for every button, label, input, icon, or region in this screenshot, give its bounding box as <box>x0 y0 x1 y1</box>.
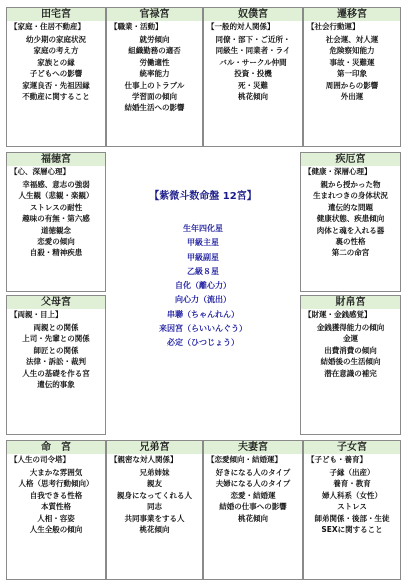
list-item: ストレスの耐性 <box>29 202 83 212</box>
list-item: 肉体と魂を入れる器 <box>316 225 385 235</box>
list-item: 師弟関係・後部・生徒 <box>314 513 390 523</box>
list-item: 生年四化星 <box>183 224 223 233</box>
list-item: SEXに関すること <box>321 525 383 535</box>
list-item: 法律・訴訟・裁判 <box>26 357 86 367</box>
list-item: 桃花傾向 <box>238 92 268 102</box>
palace-title: 遷移宮 <box>304 8 400 21</box>
list-item: 出費消費の傾向 <box>324 345 377 355</box>
list-item: 遺伝的事象 <box>37 380 75 390</box>
list-item: 向心力（流出） <box>175 295 231 305</box>
palace-category: 【両親・目上】 <box>10 310 63 319</box>
list-item: 労働適性 <box>139 57 170 67</box>
list-item: 投資・投機 <box>234 69 272 79</box>
list-item: 人相・容姿 <box>37 513 75 523</box>
list-item: 親身になってくれる人 <box>117 490 192 500</box>
palace-fusai <box>203 440 303 580</box>
palace-kanroku <box>106 7 203 147</box>
list-item: 結婚後の生活傾向 <box>320 357 381 367</box>
list-item: 学習面の傾向 <box>132 92 177 102</box>
list-item: 親から授かった物 <box>320 180 381 189</box>
list-item: 社会運、対人運 <box>325 35 379 44</box>
list-item: 統率能力 <box>139 69 170 79</box>
list-item: 桃花傾向 <box>139 525 170 535</box>
list-item: 家族との縁 <box>37 57 75 67</box>
palace-mei <box>6 440 106 580</box>
list-item: 道徳観念 <box>41 225 71 235</box>
list-item: 兄弟姉妹 <box>139 468 170 477</box>
list-item: 甲級副星 <box>187 252 219 262</box>
list-item: 必定（ひつじょう） <box>167 338 239 348</box>
palace-category: 【職業・活動】 <box>110 22 163 31</box>
palace-category: 【財運・金銭感覚】 <box>304 310 372 319</box>
list-item: 串聯（ちゃんれん） <box>167 309 239 319</box>
list-item: 共同事業をする人 <box>124 513 185 523</box>
list-item: 婦人科系（女性） <box>322 490 382 500</box>
list-item: 自化（離心力） <box>175 281 231 291</box>
list-item: 家運良否・先祖因縁 <box>22 80 90 90</box>
list-item: 結婚の仕事への影響 <box>219 502 287 512</box>
list-item: 同志 <box>147 502 162 512</box>
list-item: ストレス <box>337 502 367 512</box>
palace-title: 田宅宮 <box>7 8 105 21</box>
list-item: 桃花傾向 <box>238 513 268 523</box>
list-item: 遺伝的な問題 <box>328 202 373 212</box>
palace-title: 官禄宮 <box>107 8 202 21</box>
list-item: 金銭獲得能力の傾向 <box>316 323 385 332</box>
list-item: 裏の性格 <box>335 237 366 247</box>
list-item: 結婚生活への影響 <box>124 103 185 113</box>
list-item: 人生観（悲観・楽観） <box>18 191 94 201</box>
list-item: 健康状態、疾患傾向 <box>316 214 385 224</box>
palace-denpo <box>6 7 106 147</box>
palace-title: 財帛宮 <box>301 296 400 309</box>
palace-title: 兄弟宮 <box>107 441 202 454</box>
list-item: 甲級主星 <box>187 238 219 248</box>
list-item: 両親との関係 <box>33 323 79 332</box>
list-item: 幼少期の家庭状況 <box>26 35 86 44</box>
palace-title: 夫妻宮 <box>204 441 302 454</box>
palace-category: 【一般的対人関係】 <box>207 22 275 31</box>
palace-fukutoku <box>6 152 106 292</box>
palace-sen-i <box>303 7 401 147</box>
palace-title: 父母宮 <box>7 296 105 309</box>
list-item: 周囲からの影響 <box>325 80 379 90</box>
list-item: 子どもへの影響 <box>29 69 83 79</box>
list-item: 就労傾向 <box>139 35 170 44</box>
list-item: 来因宮（らいいんぐう） <box>159 324 247 334</box>
list-item: 自我できる性格 <box>29 490 83 500</box>
palace-category: 【健康・深層心理】 <box>304 167 372 176</box>
palace-shijo <box>303 440 401 580</box>
list-item: 第一印象 <box>337 69 367 79</box>
list-item: 人生の基礎を作る宮 <box>22 368 90 378</box>
list-item: 潜在意識の補完 <box>324 368 377 378</box>
list-item: 上司・先輩との関係 <box>22 334 90 344</box>
list-item: 家庭の考え方 <box>33 46 79 56</box>
list-item: 金運 <box>343 334 358 344</box>
list-item: 養育・教育 <box>333 479 371 489</box>
palace-category: 【社会行動運】 <box>307 22 360 31</box>
list-item: 同僚・部下・ご近所・ <box>215 35 291 44</box>
list-item: 恋愛の傾向 <box>37 237 75 247</box>
center-panel <box>110 152 296 435</box>
list-item: 夫婦になる人のタイプ <box>215 479 291 489</box>
palace-category: 【親密な対人関係】 <box>110 455 178 464</box>
list-item: 師匠との関係 <box>33 345 79 355</box>
list-item: 死・災難 <box>238 80 268 90</box>
list-item: バル・サークル仲間 <box>219 57 287 67</box>
palace-category: 【人生の司令塔】 <box>10 455 70 464</box>
palace-title: 奴僕宮 <box>204 8 302 21</box>
palace-category: 【恋愛傾向・結婚運】 <box>207 455 282 464</box>
palace-category: 【子ども・養育】 <box>307 455 367 464</box>
list-item: 幸福感、意志の強弱 <box>22 180 90 189</box>
palace-category: 【心、深層心理】 <box>10 167 70 176</box>
center-title: 【紫微斗数命盤 12宮】 <box>149 191 257 202</box>
list-item: 大まかな雰囲気 <box>29 468 83 477</box>
palace-title: 命 宮 <box>7 441 105 454</box>
list-item: 自殺・精神疾患 <box>29 248 83 258</box>
list-item: 不動産に関すること <box>22 92 90 102</box>
list-item: 乙級８星 <box>187 266 219 276</box>
list-item: 親友 <box>147 479 162 489</box>
palace-shitsuyaku <box>300 152 401 292</box>
list-item: 生まれつきの身体状況 <box>313 191 388 201</box>
list-item: 仕事上のトラブル <box>124 80 185 90</box>
list-item: 恋愛・結婚運 <box>230 490 276 500</box>
palace-category: 【家庭・住居不動産】 <box>10 22 85 31</box>
palace-doboku <box>203 7 303 147</box>
list-item: 趣味の有無・第六感 <box>22 214 90 224</box>
list-item: 同級生・同業者・ライ <box>215 46 291 56</box>
list-item: 人格（思考行動傾向） <box>18 479 94 489</box>
palace-title: 疾厄宮 <box>301 153 400 166</box>
list-item: 本質性格 <box>41 502 71 512</box>
list-item: 外出運 <box>340 92 364 102</box>
list-item: 危険察知能力 <box>329 46 375 56</box>
palace-kyodai <box>106 440 203 580</box>
palace-title: 子女宮 <box>304 441 400 454</box>
list-item: 事故・災難運 <box>329 57 375 67</box>
palace-title: 福徳宮 <box>7 153 105 166</box>
list-item: 子縁（出産） <box>329 468 375 477</box>
palace-fubo <box>6 295 106 435</box>
palace-zaihaku <box>300 295 401 435</box>
list-item: 人生全般の傾向 <box>29 525 83 535</box>
list-item: 第二の命宮 <box>331 248 370 258</box>
list-item: 組織勤務の適否 <box>128 46 181 56</box>
list-item: 好きになる人のタイプ <box>215 468 291 477</box>
